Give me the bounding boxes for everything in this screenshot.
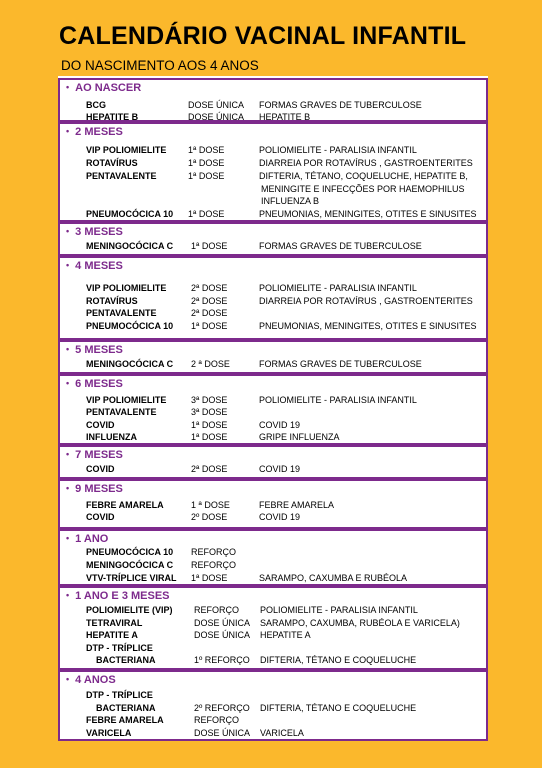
section-8 — [58, 529, 488, 586]
section-5 — [58, 374, 488, 445]
vaccine-row — [60, 572, 486, 584]
dose-label: REFORÇO — [191, 560, 236, 570]
vaccine-name: PNEUMOCÓCICA 10 — [86, 209, 174, 219]
vaccine-row — [60, 170, 486, 182]
vaccine-row — [60, 546, 486, 558]
protects-against: POLIOMIELITE - PARALISIA INFANTIL — [259, 283, 417, 293]
protects-against: DIFTERIA, TÉTANO E COQUELUCHE — [260, 655, 417, 665]
protects-against: FEBRE AMARELA — [259, 500, 335, 510]
vaccine-name: MENINGOCÓCICA C — [86, 560, 174, 570]
vaccine-name: PENTAVALENTE — [86, 171, 157, 181]
vaccine-name: HEPATITE A — [86, 630, 138, 640]
vaccine-row — [60, 183, 486, 195]
dose-label: 2 ª DOSE — [191, 359, 230, 369]
section-title — [66, 483, 123, 495]
vaccine-row — [60, 727, 486, 739]
dose-label: 3ª DOSE — [191, 407, 228, 417]
bullet-icon: • — [66, 378, 70, 388]
section-title — [66, 226, 123, 238]
vaccine-name: ROTAVÍRUS — [86, 158, 138, 168]
section-7 — [58, 479, 488, 529]
vaccine-name: VIP POLIOMIELITE — [86, 283, 167, 293]
vaccine-name: BCG — [86, 100, 106, 110]
vaccine-row — [60, 282, 486, 294]
section-title-text: 1 ANO E 3 MESES — [75, 590, 170, 602]
protects-against: COVID 19 — [259, 512, 301, 522]
vaccine-name: MENINGOCÓCICA C — [86, 359, 174, 369]
bullet-icon: • — [66, 126, 70, 136]
vaccine-row — [60, 654, 486, 666]
vaccine-row — [60, 358, 486, 370]
dose-label: 3ª DOSE — [191, 395, 228, 405]
protects-against: POLIOMIELITE - PARALISIA INFANTIL — [259, 395, 417, 405]
vaccine-row — [60, 431, 486, 443]
section-title-text: 5 MESES — [75, 344, 123, 356]
dose-label: 1 ª DOSE — [191, 500, 230, 510]
dose-label: 2ª DOSE — [191, 296, 228, 306]
protects-against: PNEUMONIAS, MENINGITES, OTITES E SINUSITES — [259, 321, 477, 331]
protects-against: DIFTERIA, TÉTANO E COQUELUCHE — [260, 703, 417, 713]
bullet-icon: • — [66, 674, 70, 684]
vaccine-name: VTV-TRÍPLICE VIRAL — [86, 573, 177, 583]
vaccine-row — [60, 559, 486, 571]
bullet-icon: • — [66, 82, 70, 92]
dose-label: REFORÇO — [194, 715, 239, 725]
vaccine-row — [60, 629, 486, 641]
vaccine-name: PENTAVALENTE — [86, 407, 157, 417]
protects-against: SARAMPO, CAXUMBA E RUBÉOLA — [259, 573, 408, 583]
dose-label: 1ª DOSE — [191, 420, 228, 430]
vaccine-name: BACTERIANA — [96, 703, 156, 713]
protects-against: FORMAS GRAVES DE TUBERCULOSE — [259, 241, 422, 251]
dose-label: 1ª DOSE — [191, 432, 228, 442]
section-title — [66, 126, 123, 138]
section-title — [66, 82, 141, 94]
protects-against: GRIPE INFLUENZA — [259, 432, 340, 442]
protects-against: DIFTERIA, TÉTANO, COQUELUCHE, HEPATITE B, — [259, 171, 468, 181]
vaccine-row — [60, 157, 486, 169]
vaccine-row — [60, 394, 486, 406]
dose-label: 1ª DOSE — [191, 321, 228, 331]
dose-label: DOSE ÚNICA — [194, 728, 251, 738]
vaccine-row — [60, 295, 486, 307]
section-0 — [58, 78, 488, 122]
vaccine-row — [60, 511, 486, 523]
protects-against: DIARREIA POR ROTAVÍRUS , GASTROENTERITES — [259, 296, 473, 306]
vaccine-name: MENINGOCÓCICA C — [86, 241, 174, 251]
dose-label: 2ª DOSE — [191, 283, 228, 293]
vaccine-name: TETRAVIRAL — [86, 618, 143, 628]
vaccine-name: PNEUMOCÓCICA 10 — [86, 321, 174, 331]
vaccine-name: COVID — [86, 464, 115, 474]
vaccine-name: PNEUMOCÓCICA 10 — [86, 547, 174, 557]
vaccine-row — [60, 99, 486, 111]
section-title-text: 7 MESES — [75, 449, 123, 461]
protects-against: FORMAS GRAVES DE TUBERCULOSE — [259, 359, 422, 369]
protects-against: FORMAS GRAVES DE TUBERCULOSE — [259, 100, 422, 110]
vaccine-name: COVID — [86, 512, 115, 522]
section-2 — [58, 222, 488, 256]
protects-against: COVID 19 — [259, 464, 301, 474]
vaccine-row — [60, 604, 486, 616]
bullet-icon: • — [66, 449, 70, 459]
vaccine-row — [60, 617, 486, 629]
vaccine-name: POLIOMIELITE (VIP) — [86, 605, 173, 615]
section-6 — [58, 445, 488, 479]
bullet-icon: • — [66, 260, 70, 270]
section-1 — [58, 122, 488, 222]
vaccine-row — [60, 208, 486, 220]
bullet-icon: • — [66, 590, 70, 600]
dose-label: 2º DOSE — [191, 512, 228, 522]
vaccine-name: HEPATITE B — [86, 112, 139, 122]
protects-against: POLIOMIELITE - PARALISIA INFANTIL — [260, 605, 418, 615]
protects-against: HEPATITE A — [260, 630, 311, 640]
vaccine-name: FEBRE AMARELA — [86, 715, 164, 725]
bullet-icon: • — [66, 226, 70, 236]
section-title — [66, 260, 123, 272]
protects-against: INFLUENZA B — [261, 196, 320, 206]
dose-label: 1º REFORÇO — [194, 655, 250, 665]
dose-label: 1ª DOSE — [188, 209, 225, 219]
section-title-text: 9 MESES — [75, 483, 123, 495]
dose-label: 2º REFORÇO — [194, 703, 250, 713]
bullet-icon: • — [66, 483, 70, 493]
section-3 — [58, 256, 488, 340]
section-title — [66, 378, 123, 390]
vaccine-name: FEBRE AMARELA — [86, 500, 164, 510]
page-subtitle: DO NASCIMENTO AOS 4 ANOS — [61, 58, 259, 73]
section-title-text: AO NASCER — [75, 82, 142, 94]
protects-against: VARICELA — [260, 728, 304, 738]
dose-label: 1ª DOSE — [188, 171, 225, 181]
dose-label: DOSE ÚNICA — [194, 618, 251, 628]
dose-label: 1ª DOSE — [191, 573, 228, 583]
section-10 — [58, 670, 488, 741]
dose-label: 2ª DOSE — [191, 464, 228, 474]
vaccine-row — [60, 240, 486, 252]
dose-label: DOSE ÚNICA — [188, 112, 245, 122]
vaccine-name: PENTAVALENTE — [86, 308, 157, 318]
dose-label: DOSE ÚNICA — [194, 630, 251, 640]
vaccine-name: VIP POLIOMIELITE — [86, 395, 167, 405]
section-title-text: 2 MESES — [75, 126, 123, 138]
vaccine-row — [60, 195, 486, 207]
protects-against: POLIOMIELITE - PARALISIA INFANTIL — [259, 145, 417, 155]
vaccine-row — [60, 463, 486, 475]
vaccine-row — [60, 307, 486, 319]
page-title: CALENDÁRIO VACINAL INFANTIL — [59, 22, 467, 50]
bullet-icon: • — [66, 344, 70, 354]
section-title-text: 4 MESES — [75, 260, 123, 272]
section-title-text: 4 ANOS — [75, 674, 116, 686]
vaccine-row — [60, 320, 486, 332]
dose-label: 1ª DOSE — [188, 158, 225, 168]
vaccine-row — [60, 499, 486, 511]
protects-against: MENINGITE E INFECÇÕES POR HAEMOPHILUS — [261, 184, 465, 194]
section-9 — [58, 586, 488, 670]
vaccine-row — [60, 144, 486, 156]
section-title — [66, 344, 123, 356]
protects-against: HEPATITE B — [259, 112, 311, 122]
section-title — [66, 533, 108, 545]
bullet-icon: • — [66, 533, 70, 543]
section-title — [66, 674, 116, 686]
section-title-text: 1 ANO — [75, 533, 109, 545]
vaccine-name: DTP - TRÍPLICE — [86, 690, 153, 700]
vaccine-row — [60, 702, 486, 714]
dose-label: 1ª DOSE — [188, 145, 225, 155]
vaccine-name: ROTAVÍRUS — [86, 296, 138, 306]
vaccine-name: INFLUENZA — [86, 432, 137, 442]
protects-against: DIARREIA POR ROTAVÍRUS , GASTROENTERITES — [259, 158, 473, 168]
section-title-text: 6 MESES — [75, 378, 123, 390]
section-title-text: 3 MESES — [75, 226, 123, 238]
section-title — [66, 590, 170, 602]
section-4 — [58, 340, 488, 374]
vaccine-name: BACTERIANA — [96, 655, 156, 665]
vaccine-row — [60, 642, 486, 654]
section-title — [66, 449, 123, 461]
dose-label: 1ª DOSE — [191, 241, 228, 251]
vaccine-name: VARICELA — [86, 728, 132, 738]
vaccine-row — [60, 714, 486, 726]
vaccine-row — [60, 406, 486, 418]
protects-against: COVID 19 — [259, 420, 301, 430]
protects-against: SARAMPO, CAXUMBA, RUBÉOLA E VARICELA) — [260, 618, 460, 628]
dose-label: DOSE ÚNICA — [188, 100, 245, 110]
dose-label: REFORÇO — [194, 605, 239, 615]
vaccine-name: DTP - TRÍPLICE — [86, 643, 153, 653]
dose-label: REFORÇO — [191, 547, 236, 557]
vaccine-name: COVID — [86, 420, 115, 430]
vaccine-name: VIP POLIOMIELITE — [86, 145, 167, 155]
vaccine-row — [60, 419, 486, 431]
protects-against: PNEUMONIAS, MENINGITES, OTITES E SINUSITES — [259, 209, 477, 219]
vaccine-row — [60, 689, 486, 701]
dose-label: 2ª DOSE — [191, 308, 228, 318]
